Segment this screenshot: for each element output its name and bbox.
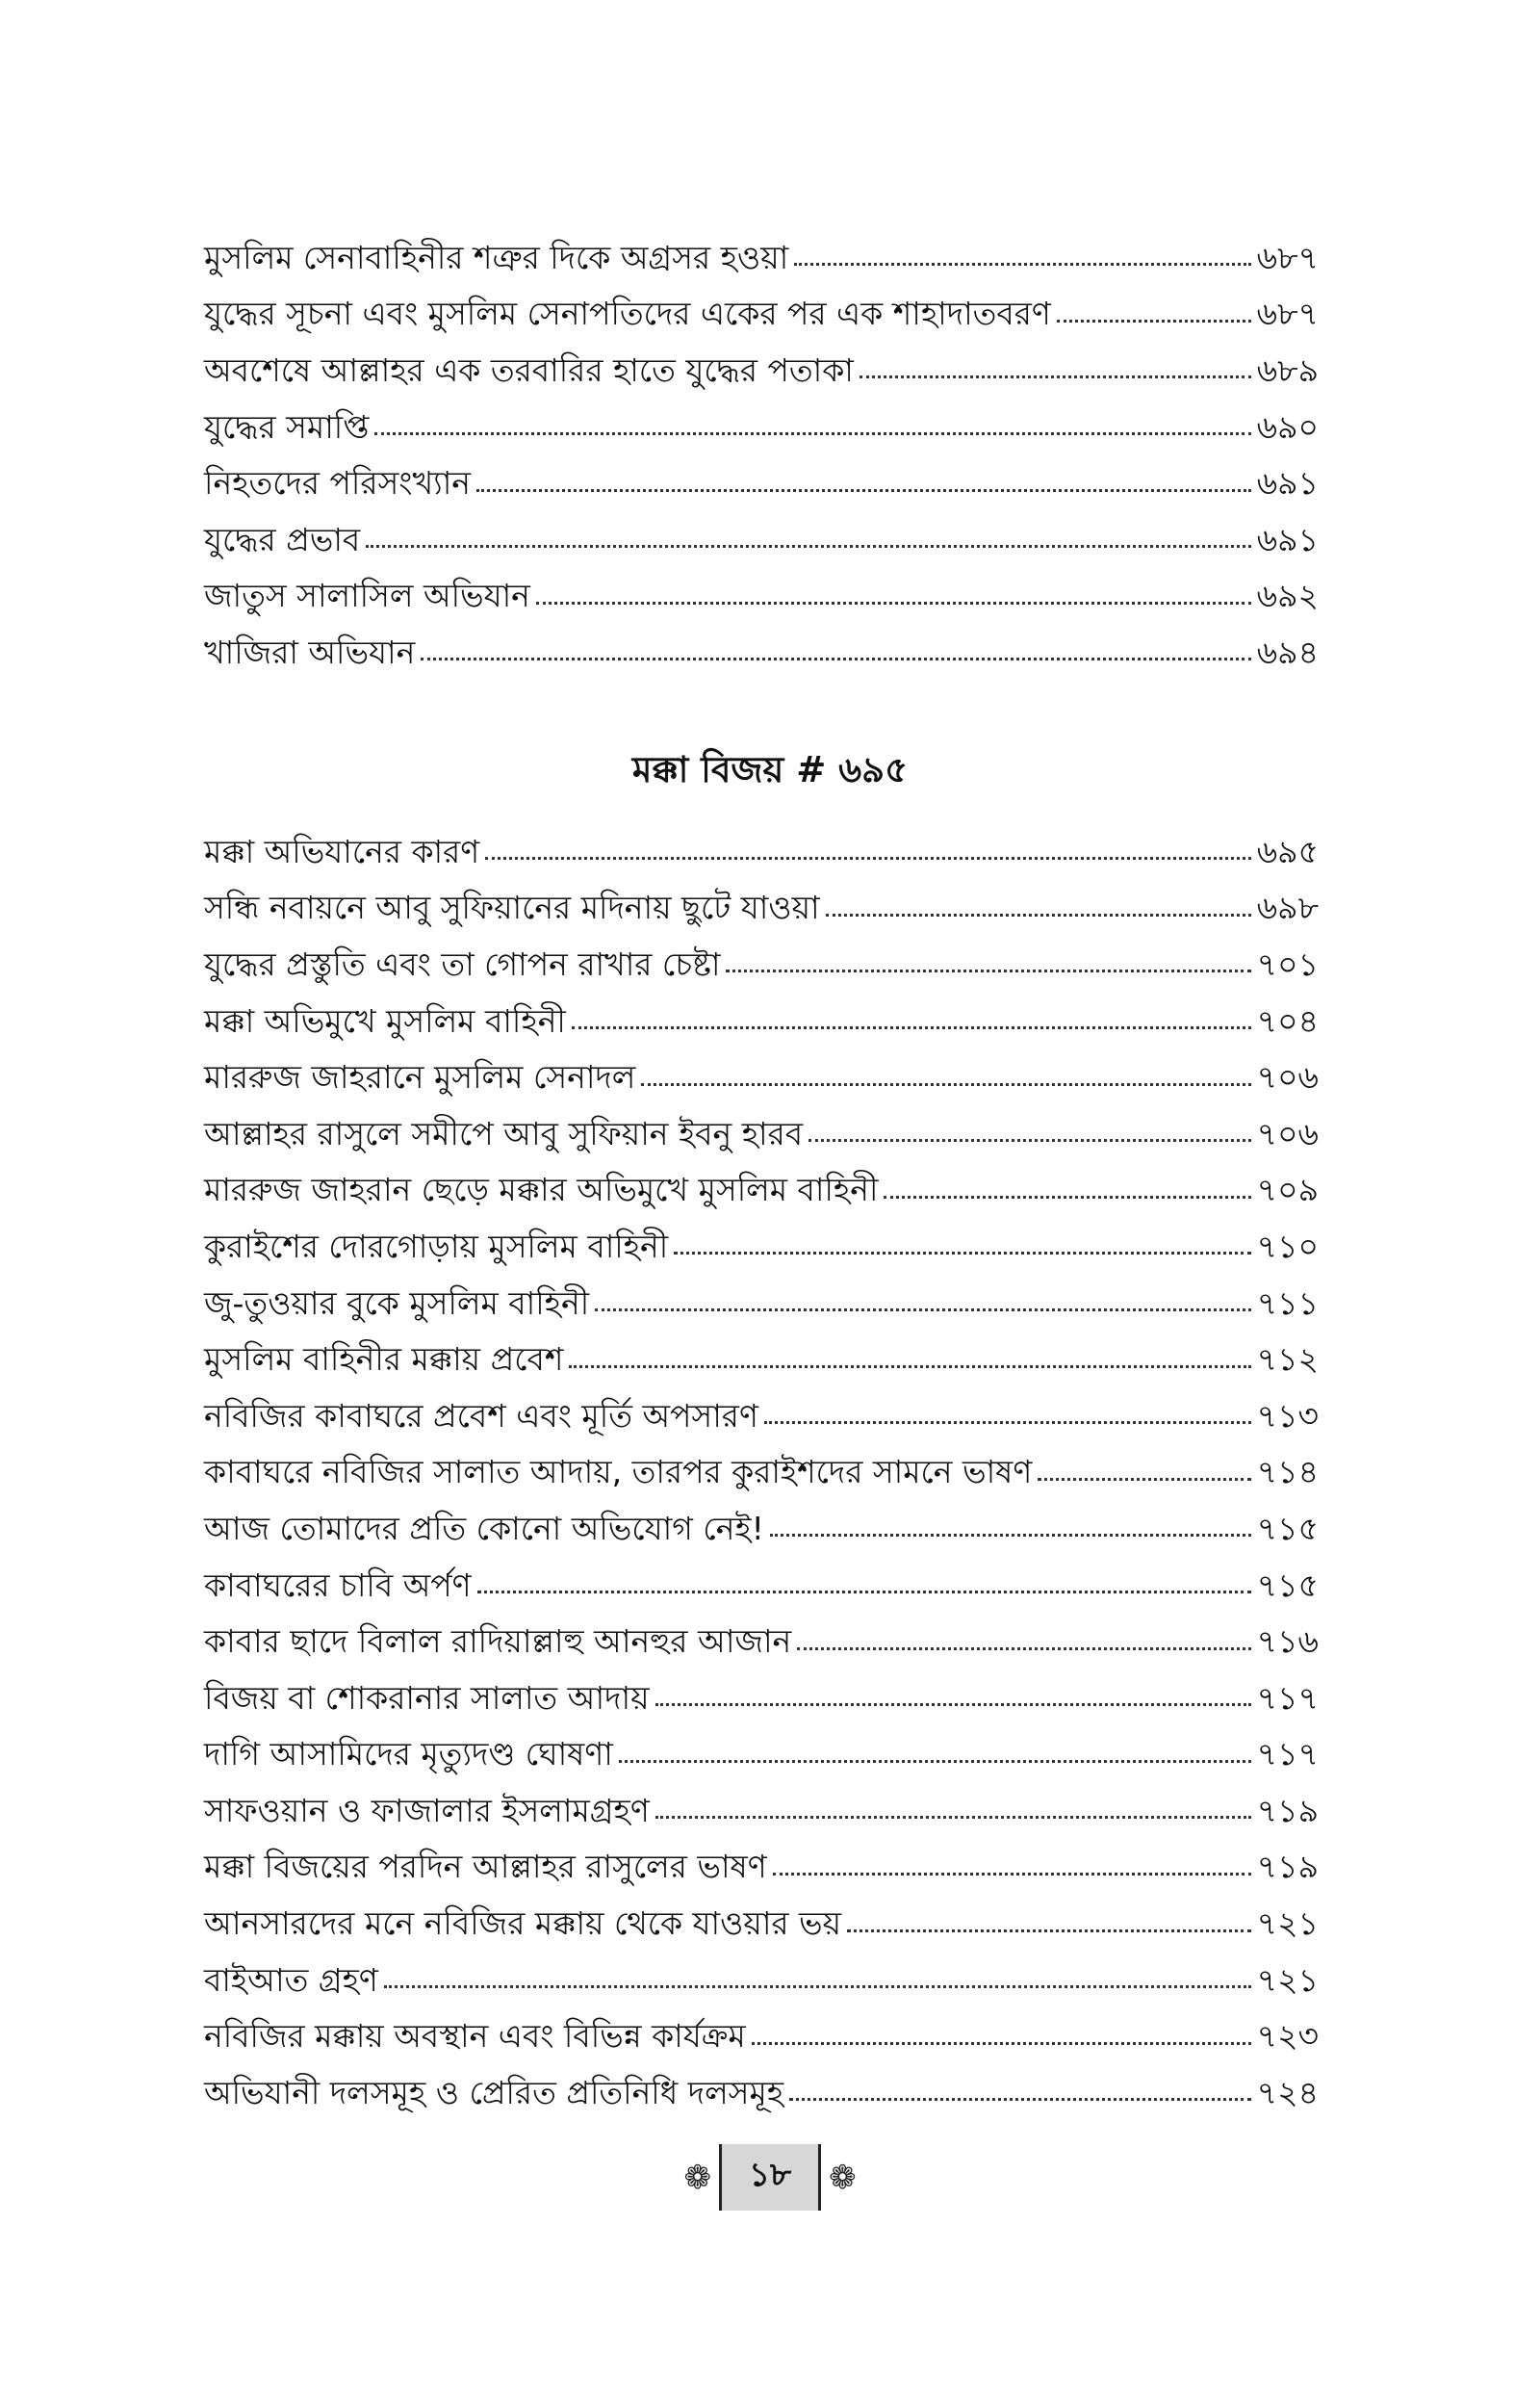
toc-entry-page: ৭১৭ [1256,1678,1319,1717]
toc-entry-page: ৭১৫ [1256,1566,1319,1604]
dot-leader [655,1815,1251,1819]
dot-leader [826,913,1251,917]
toc-entry-page: ৭০৬ [1256,1114,1319,1152]
toc-entry-title: কুরাইশের দোরগোড়ায় মুসলিম বাহিনী [204,1227,669,1265]
dot-leader [569,1364,1250,1368]
dot-leader [655,1702,1251,1706]
toc-entry[interactable] [204,823,1319,880]
toc-entry-title: মক্কা বিজয়ের পরদিন আল্লাহর রাসুলের ভাষণ [204,1848,767,1886]
dot-leader [884,1195,1250,1199]
toc-entry-page: ৭০৬ [1256,1058,1319,1097]
toc-entry-page: ৭১৫ [1256,1509,1319,1547]
toc-entry-title: নিহতদের পরিসংখ্যান [204,464,471,503]
ornament-right-icon: ❁ [829,2158,857,2197]
toc-entry-page: ৬৮৭ [1256,238,1319,276]
dot-leader [764,1420,1251,1424]
toc-entry[interactable] [204,1331,1319,1387]
toc-entry-page: ৭১৭ [1256,1735,1319,1773]
toc-entry[interactable] [204,1557,1319,1614]
toc-entry-title: বাইআত গ্রহণ [204,1960,378,1999]
toc-entry-page: ৬৯৮ [1256,889,1319,927]
toc-entry[interactable] [204,1048,1319,1105]
toc-entry[interactable] [204,880,1319,937]
toc-entry-title: মাররুজ জাহরান ছেড়ে মক্কার অভিমুখে মুসলিম বাহিনী [204,1171,879,1209]
toc-entry[interactable] [204,1500,1319,1557]
dot-leader [384,1984,1251,1988]
toc-entry-page: ৬৮৯ [1256,350,1319,389]
toc-entry[interactable] [204,2064,1319,2121]
toc-entry-page: ৬৯৫ [1256,832,1319,870]
toc-entry-page: ৭২৩ [1256,2017,1319,2056]
toc-entry-page: ৭২৪ [1256,2073,1319,2111]
toc-entry-title: দাগি আসামিদের মৃত্যুদণ্ড ঘোষণা [204,1735,613,1773]
dot-leader [477,1590,1251,1593]
toc-entry-title: মুসলিম বাহিনীর মক্কায় প্রবেশ [204,1340,564,1379]
dot-leader [536,601,1251,605]
toc-entry[interactable] [204,624,1319,681]
toc-entry[interactable] [204,1444,1319,1501]
section-heading: মক্কা বিজয় # ৬৯৫ [631,749,909,790]
toc-entry-page: ৭০৯ [1256,1171,1319,1209]
toc-entry-page: ৭১০ [1256,1227,1319,1265]
dot-leader [794,262,1250,266]
dot-leader [641,1082,1250,1086]
toc-entry[interactable] [204,1782,1319,1839]
toc-entry-title: সন্ধি নবায়নে আবু সুফিয়ানের মদিনায় ছুটে যাওয়া [204,889,820,927]
toc-entry[interactable] [204,1162,1319,1219]
dot-leader [674,1251,1250,1255]
toc-entry[interactable] [204,1952,1319,2008]
toc-entry[interactable] [204,511,1319,568]
toc-entry-page: ৭০৪ [1256,1001,1319,1040]
dot-leader [619,1759,1251,1763]
toc-entry-page: ৭২১ [1256,1904,1319,1943]
toc-entry-title: নবিজির মক্কায় অবস্থান এবং বিভিন্ন কার্যক্রম [204,2017,746,2056]
toc-entry-title: কাবাঘরে নবিজির সালাত আদায়, তারপর কুরাইশদের সামনে ভাষণ [204,1453,1033,1491]
toc-entry-page: ৭১৬ [1256,1622,1319,1661]
toc-entry-page: ৭১৯ [1256,1791,1319,1829]
toc-entry-page: ৬৯৪ [1256,633,1319,671]
toc-entry-title: মুসলিম সেনাবাহিনীর শত্রুর দিকে অগ্রসর হওয়া [204,238,789,276]
toc-entry-page: ৭১৯ [1256,1848,1319,1886]
page-footer [0,2144,1540,2211]
toc-entry[interactable] [204,1839,1319,1896]
toc-entry-page: ৬৯২ [1256,577,1319,615]
toc-entry[interactable] [204,2007,1319,2064]
dot-leader [1057,319,1251,323]
dot-leader [789,2097,1251,2101]
page-number: ১৮ [719,2144,821,2211]
toc-entry-page: ৭১১ [1256,1283,1319,1322]
toc-entry-title: আল্লাহর রাসুলে সমীপে আবু সুফিয়ান ইবনু হারব [204,1114,804,1152]
dot-leader [572,1025,1251,1029]
toc-entry-title: মক্কা অভিযানের কারণ [204,832,480,870]
dot-leader [595,1307,1251,1311]
dot-leader [773,1872,1251,1876]
toc-entry[interactable] [204,936,1319,993]
toc-entry[interactable] [204,286,1319,343]
toc-list-top [204,229,1319,681]
dot-leader [374,431,1250,435]
toc-entry[interactable] [204,1387,1319,1444]
toc-entry-title: জাতুস সালাসিল অভিযান [204,577,530,615]
toc-entry-title: মক্কা অভিমুখে মুসলিম বাহিনী [204,1001,566,1040]
toc-entry-title: বিজয় বা শোকরানার সালাত আদায় [204,1678,650,1717]
toc-entry-title: কাবার ছাদে বিলাল রাদিয়াল্লাহু আনহুর আজান [204,1622,792,1661]
toc-entry-page: ৭১৪ [1256,1453,1319,1491]
toc-entry-title: অবশেষে আল্লাহর এক তরবারির হাতে যুদ্ধের পতাকা [204,350,854,389]
toc-entry[interactable] [204,342,1319,399]
toc-entry-title: আনসারদের মনে নবিজির মক্কায় থেকে যাওয়ার ভয় [204,1904,842,1943]
toc-entry[interactable] [204,399,1319,455]
toc-entry-title: মাররুজ জাহরানে মুসলিম সেনাদল [204,1058,636,1097]
toc-entry[interactable] [204,1613,1319,1669]
toc-entry[interactable] [204,993,1319,1049]
dot-leader [726,969,1250,972]
dot-leader [421,657,1250,660]
toc-entry-title: জু-তুওয়ার বুকে মুসলিম বাহিনী [204,1283,590,1322]
toc-list-section [204,823,1319,2121]
dot-leader [808,1138,1250,1142]
toc-entry[interactable] [204,1275,1319,1332]
toc-entry-title: কাবাঘরের চাবি অর্পণ [204,1566,472,1604]
toc-entry-page: ৬৯১ [1256,464,1319,503]
toc-entry[interactable] [204,1218,1319,1275]
toc-entry-title: নবিজির কাবাঘরে প্রবেশ এবং মূর্তি অপসারণ [204,1396,758,1435]
toc-entry-title: যুদ্ধের প্রভাব [204,520,361,558]
toc-entry-title: সাফওয়ান ও ফাজালার ইসলামগ্রহণ [204,1791,650,1829]
toc-entry-page: ৭১২ [1256,1340,1319,1379]
dot-leader [1038,1477,1250,1481]
toc-entry-page: ৬৮৭ [1256,295,1319,333]
dot-leader [860,375,1251,378]
toc-entry-page: ৭২১ [1256,1960,1319,1999]
toc-entry-title: যুদ্ধের সমাপ্তি [204,407,370,446]
toc-entry-page: ৭০১ [1256,945,1319,983]
dot-leader [476,488,1251,492]
toc-entry-title: যুদ্ধের সূচনা এবং মুসলিম সেনাপতিদের একের পর এক শাহাদাতবরণ [204,295,1051,333]
toc-entry[interactable] [204,454,1319,511]
toc-entry[interactable] [204,1726,1319,1783]
dot-leader [366,544,1250,548]
toc-entry-page: ৬৯০ [1256,407,1319,446]
dot-leader [797,1646,1250,1650]
toc-entry-page: ৬৯১ [1256,520,1319,558]
toc-entry[interactable] [204,1105,1319,1162]
toc-entry[interactable] [204,229,1319,286]
toc-entry[interactable] [204,568,1319,625]
dot-leader [847,1928,1251,1932]
dot-leader [752,2041,1251,2045]
ornament-left-icon: ❁ [683,2158,711,2197]
toc-entry-title: যুদ্ধের প্রস্তুতি এবং তা গোপন রাখার চেষ্টা [204,945,721,983]
toc-entry-page: ৭১৩ [1256,1396,1319,1435]
toc-entry-title: আজ তোমাদের প্রতি কোনো অভিযোগ নেই! [204,1509,764,1547]
dot-leader [770,1533,1251,1537]
toc-entry-title: খাজিরা অভিযান [204,633,416,671]
dot-leader [485,856,1250,860]
toc-entry[interactable] [204,1895,1319,1952]
toc-entry[interactable] [204,1669,1319,1726]
toc-entry-title: অভিযানী দলসমূহ ও প্রেরিত প্রতিনিধি দলসমূহ [204,2073,784,2111]
